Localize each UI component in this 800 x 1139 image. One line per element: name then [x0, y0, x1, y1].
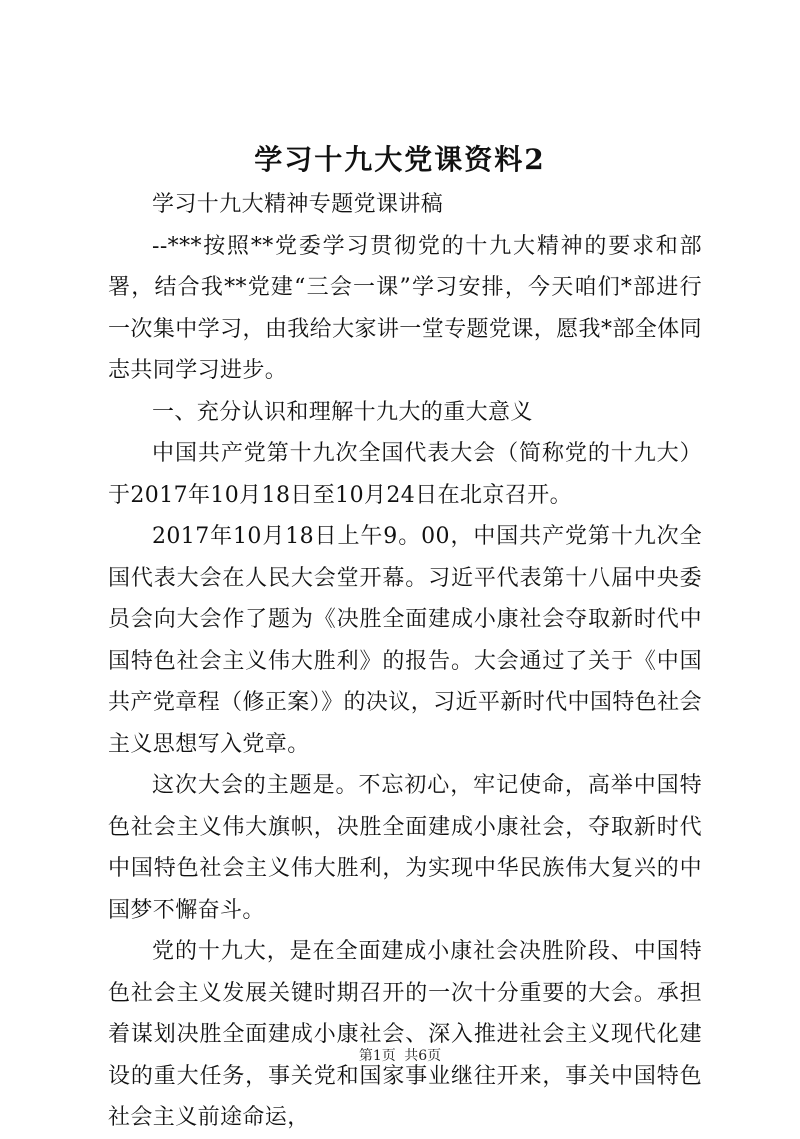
- paragraph-theme: 这次大会的主题是。不忘初心，牢记使命，高举中国特色社会主义伟大旗帜，决胜全面建成小康社会，夺取新时代中国特色社会主义伟大胜利，为实现中华民族伟大复兴的中国梦不懈奋斗。: [108, 773, 702, 923]
- section-heading: 一、充分认识和理解十九大的重大意义: [152, 399, 533, 425]
- paragraph-congress-dates: 中国共产党第十九次全国代表大会（简称党的十九大）于2017年10月18日至10月24日在北京召开。: [108, 441, 702, 508]
- paragraph-intro: --***按照**党委学习贯彻党的十九大精神的要求和部署，结合我**党建“三会一课”学习安排，今天咱们*部进行一次集中学习，由我给大家讲一堂专题党课，愿我*部全体同志共同学习进步。: [108, 233, 702, 383]
- page-total: 共6页: [404, 1048, 442, 1064]
- document-title: 学习十九大党课资料2: [254, 143, 546, 176]
- paragraph-significance: 党的十九大，是在全面建成小康社会决胜阶段、中国特色社会主义发展关键时期召开的一次十分重要的大会。承担着谋划决胜全面建成小康社会、深入推进社会主义现代化建设的重大任务，事关党和国家事业继往开来，事关中国特色社会主义前途命运，: [108, 939, 702, 1130]
- document-body: [108, 184, 702, 1139]
- paragraph-opening: 2017年10月18日上午9。00，中国共产党第十九次全国代表大会在人民大会堂开幕。习近平代表第十八届中央委员会向大会作了题为《决胜全面建成小康社会夺取新时代中国特色社会主义伟大胜利》的报告。大会通过了关于《中国共产党章程（修正案）》的决议，习近平新时代中国特色社会主义思想写入党章。: [108, 524, 702, 757]
- page-number: 第1页: [358, 1048, 396, 1064]
- page-footer: [0, 1046, 800, 1066]
- paragraph-subtitle: 学习十九大精神专题党课讲稿: [152, 192, 444, 217]
